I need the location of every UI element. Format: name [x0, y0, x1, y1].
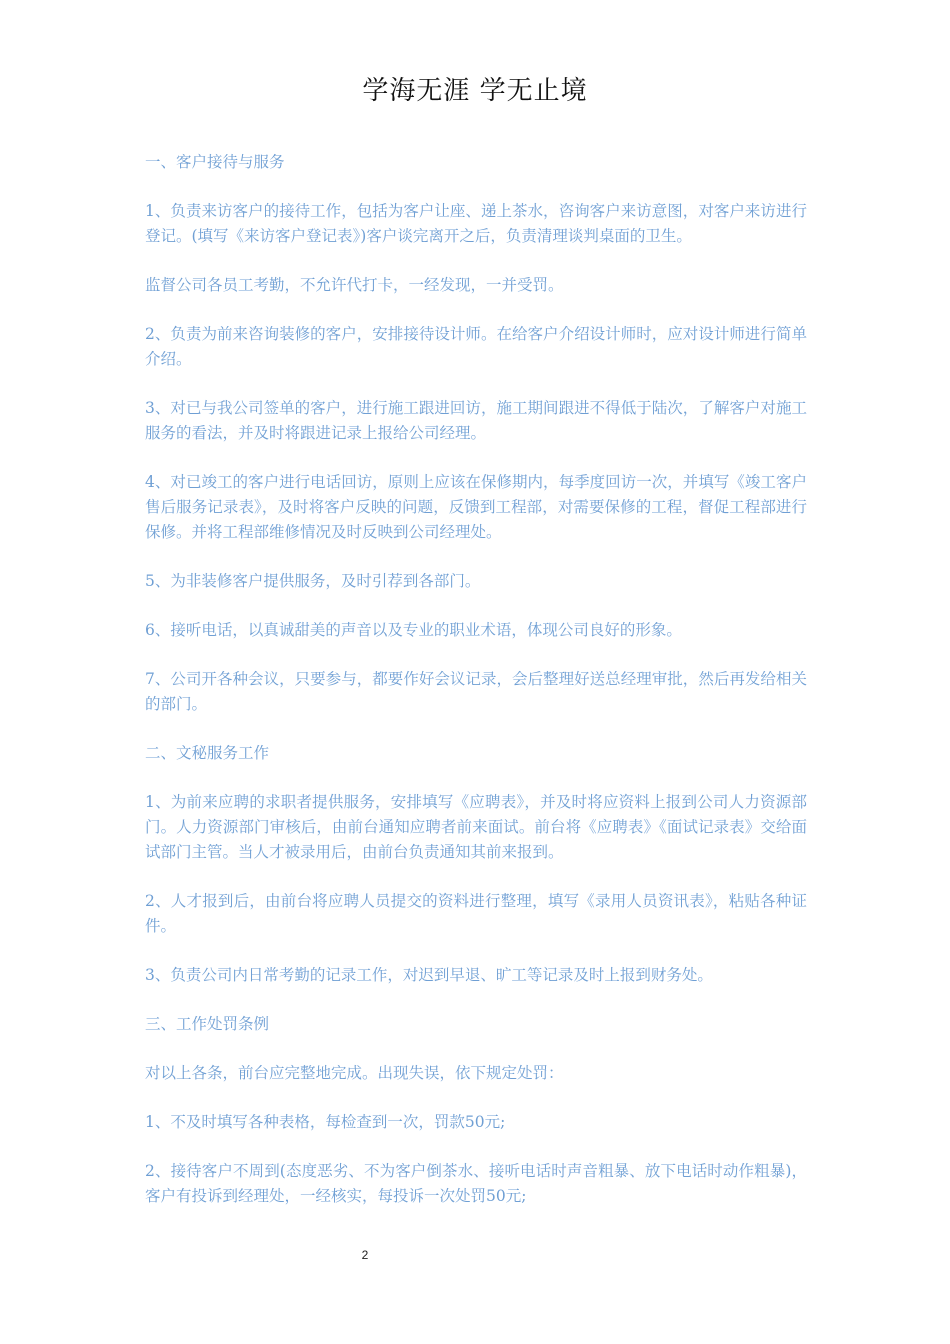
- paragraph-item-2: 2、负责为前来咨询装修的客户，安排接待设计师。在给客户介绍设计师时，应对设计师进行简单介绍。: [145, 325, 807, 368]
- paragraph-item-7: 7、公司开各种会议，只要参与，都要作好会议记录，会后整理好送总经理审批，然后再发给相关的部门。: [145, 670, 807, 713]
- paragraph-secretarial-2: 2、人才报到后，由前台将应聘人员提交的资料进行整理，填写《录用人员资讯表》，粘贴各种证件。: [145, 892, 807, 935]
- section-heading-reception: 一、客户接待与服务: [145, 153, 285, 171]
- paragraph-item-3: 3、对已与我公司签单的客户，进行施工跟进回访，施工期间跟进不得低于陆次，了解客户对施工服务的看法，并及时将跟进记录上报给公司经理。: [145, 399, 807, 442]
- paragraph-attendance: 监督公司各员工考勤，不允许代打卡，一经发现，一并受罚。: [145, 276, 564, 294]
- section-heading-secretarial: 二、文秘服务工作: [145, 744, 270, 762]
- paragraph-secretarial-1: 1、为前来应聘的求职者提供服务，安排填写《应聘表》，并及时将应资料上报到公司人力资源部门。人力资源部门审核后，由前台通知应聘者前来面试。前台将《应聘表》《面试记录表》交给面试部门主管。当人才被录用后，由前台负责通知其前来报到。: [145, 793, 807, 861]
- paragraph-penalty-1: 1、不及时填写各种表格，每检查到一次，罚款50元;: [145, 1113, 506, 1131]
- paragraph-item-6: 6、接听电话，以真诚甜美的声音以及专业的职业术语，体现公司良好的形象。: [145, 621, 682, 639]
- page-number: 2: [361, 1248, 369, 1262]
- paragraph-item-4: 4、对已竣工的客户进行电话回访，原则上应该在保修期内，每季度回访一次，并填写《竣工客户售后服务记录表》，及时将客户反映的问题，反馈到工程部，对需要保修的工程，督促工程部进行保修。并将工程部维修情况及时反映到公司经理处。: [145, 473, 807, 541]
- document-title: 学海无涯 学无止境: [362, 76, 588, 106]
- document-body: [145, 150, 807, 1233]
- paragraph-penalty-2: 2、接待客户不周到(态度恶劣、不为客户倒茶水、接听电话时声音粗暴、放下电话时动作粗暴)，客户有投诉到经理处，一经核实，每投诉一次处罚50元;: [145, 1162, 807, 1205]
- paragraph-secretarial-3: 3、负责公司内日常考勤的记录工作，对迟到早退、旷工等记录及时上报到财务处。: [145, 966, 713, 984]
- paragraph-item-1: 1、负责来访客户的接待工作，包括为客户让座、递上茶水，咨询客户来访意图，对客户来访进行登记。(填写《来访客户登记表》)客户谈完离开之后，负责清理谈判桌面的卫生。: [145, 202, 807, 245]
- paragraph-item-5: 5、为非装修客户提供服务，及时引荐到各部门。: [145, 572, 481, 590]
- paragraph-penalties-intro: 对以上各条，前台应完整地完成。出现失误，依下规定处罚：: [145, 1064, 564, 1082]
- section-heading-penalties: 三、工作处罚条例: [145, 1015, 270, 1033]
